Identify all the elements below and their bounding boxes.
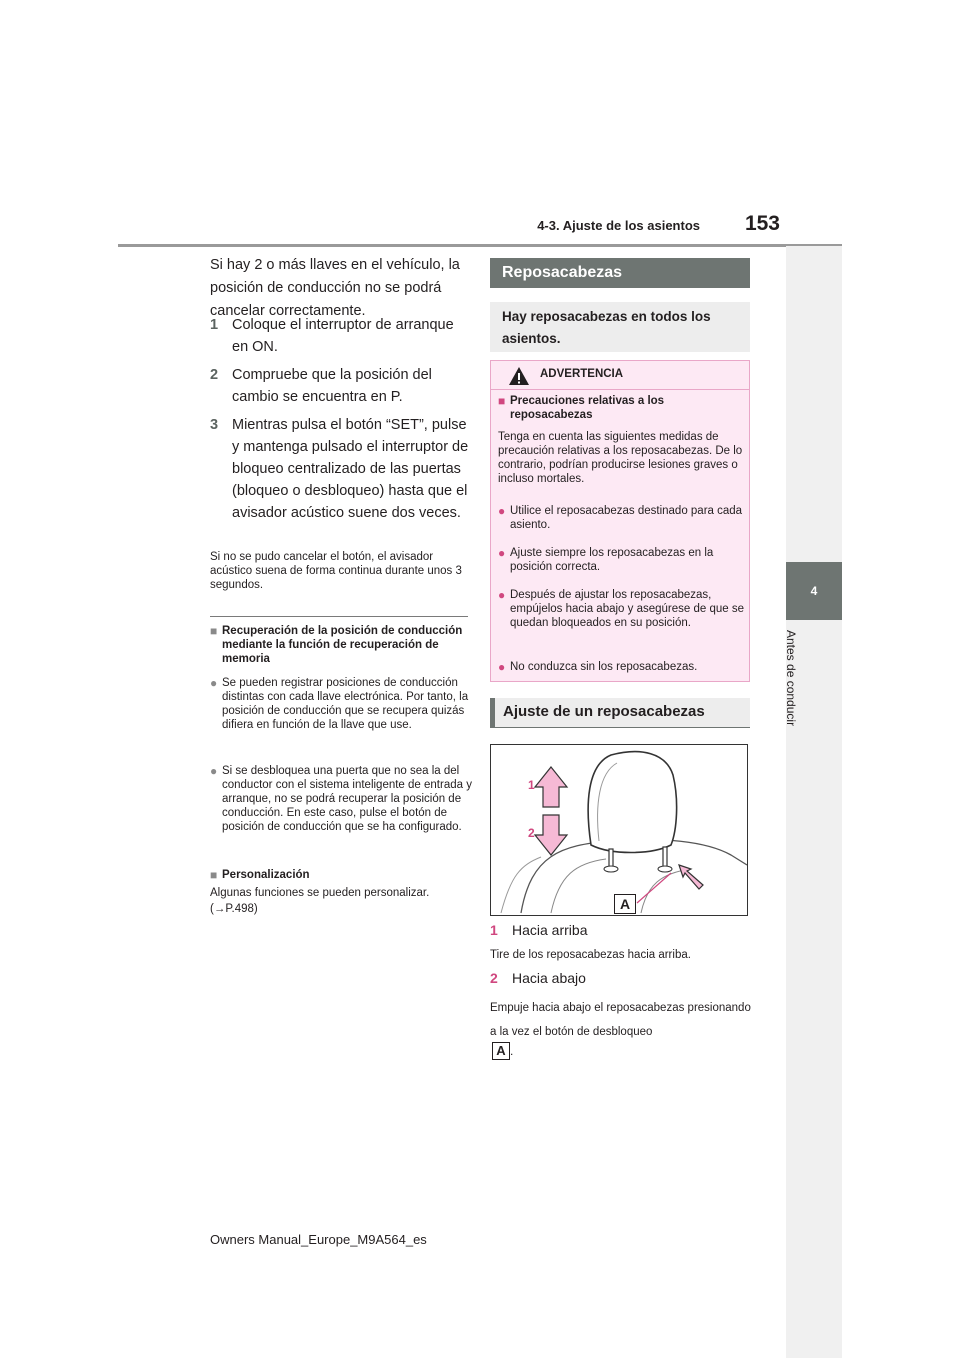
adjust-step-2-text: Empuje hacia abajo el reposacabezas presionando a la vez el botón de desbloqueo <box>490 1002 751 1038</box>
list-item: ● Se pueden registrar posiciones de conducción distintas con cada llave electrónica. Por tanto, la posición de conducción que se recupera quizás difiera en función de la llave que use. <box>210 676 469 731</box>
step-1 <box>210 314 472 358</box>
step-text: Mientras pulsa el botón “SET”, pulse y mantenga pulsado el interruptor de bloqueo centralizado de las puertas (bloqueo o desbloqueo) hasta que el avisador acústico suene dos veces. <box>232 417 469 521</box>
warning-item: ● Ajuste siempre los reposacabezas en la posición correcta. <box>498 546 714 573</box>
list-item: ● Si se desbloquea una puerta que no sea la del conductor con el sistema inteligente de entrada y arranque, no se podrá recuperar la posición de conducción. En este caso, pulse el botón de posición de conducción que se ha configurado. <box>210 764 472 833</box>
figure-label-a: A <box>614 894 636 914</box>
warning-item: ● Utilice el reposacabezas destinado para cada asiento. <box>498 504 743 531</box>
step-text: Compruebe que la posición del cambio se encuentra en P. <box>232 367 432 405</box>
section-title: 4-3. Ajuste de los asientos <box>537 218 700 233</box>
page-reference-link[interactable]: (→P.498) <box>210 903 258 915</box>
warning-item: ● No conduzca sin los reposacabezas. <box>498 660 698 674</box>
adjust-step-1-text: Tire de los reposacabezas hacia arriba. <box>490 949 691 961</box>
chapter-tab[interactable] <box>786 562 842 620</box>
warning-triangle-icon <box>508 366 530 386</box>
footer-text: Owners Manual_Europe_M9A564_es <box>210 1232 427 1247</box>
recovery-heading: ■ Recuperación de la posición de conducción mediante la función de recuperación de memoria <box>210 624 463 665</box>
note-text: Si no se pudo cancelar el botón, el avisador acústico suena de forma continua durante unos 3 segundos. <box>210 551 462 591</box>
adjust-step-2: 2 Hacia abajo <box>490 970 586 986</box>
unlock-button-ref: A . <box>492 1042 532 1062</box>
section-heading: Reposacabezas <box>490 258 750 288</box>
chapter-number: 4 <box>810 584 818 598</box>
step-3 <box>210 414 472 546</box>
step-number: 3 <box>210 417 219 433</box>
warning-intro: Tenga en cuenta las siguientes medidas de precaución relativas a los reposacabezas. De lo contrario, podrían producirse lesiones graves o incluso mortales. <box>498 431 743 485</box>
warning-title: ADVERTENCIA <box>540 368 624 380</box>
header-rule <box>118 244 842 247</box>
side-margin-top <box>786 246 842 562</box>
chapter-label: Antes de conducir <box>784 630 798 727</box>
custom-heading: ■ Personalización <box>210 868 310 882</box>
step-number: 2 <box>210 367 219 383</box>
divider <box>210 616 468 617</box>
warning-divider <box>491 389 749 390</box>
section-subheading: Hay reposacabezas en todos los asientos. <box>490 302 750 352</box>
section-heading-2: Ajuste de un reposacabezas <box>490 698 750 728</box>
step-number: 1 <box>210 317 219 333</box>
figure-label-2: 2 <box>528 826 535 840</box>
custom-text: Algunas funciones se pueden personalizar. <box>210 887 430 899</box>
intro-paragraph: Si hay 2 o más llaves en el vehículo, la posición de conducción no se podrá cancelar correctamente. <box>210 257 460 319</box>
step-text: Coloque el interruptor de arranque en ON. <box>232 317 454 355</box>
warning-subtitle: ■ Precauciones relativas a los reposacabezas <box>498 394 665 421</box>
warning-item: ● Después de ajustar los reposacabezas, empújelos hacia abajo y asegúrese de que se quedan bloqueados en su posición. <box>498 588 744 629</box>
button-a-tag: A <box>492 1042 510 1060</box>
page-number: 153 <box>744 212 780 235</box>
figure-label-1: 1 <box>528 778 535 792</box>
adjust-step-1: 1 Hacia arriba <box>490 922 588 938</box>
step-2 <box>210 364 472 408</box>
